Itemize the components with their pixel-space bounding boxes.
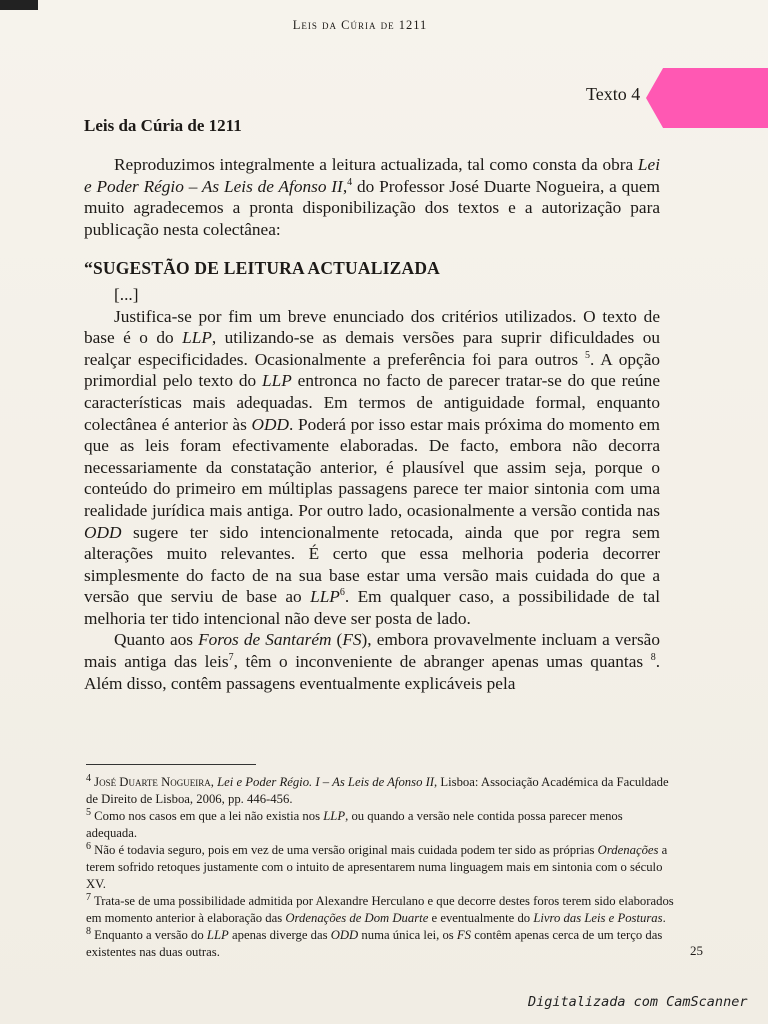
scanner-watermark: Digitalizada com CamScanner: [528, 994, 748, 1010]
footnotes: [86, 774, 676, 962]
paragraph-criteria: Justifica-se por fim um breve enunciado dos critérios utilizados. O texto de base é o do LLP, utilizando-se as demais versões para suprir dificuldades ou realçar especificidades. Ocasionalmente a preferência foi para outros $^5$. A opção primordial pelo texto do LLP entronca no facto de parecer tratar-se do que reúne características mais adequadas. Em termos de antiguidade formal, enquanto colectânea é anterior às ODD. Poderá por isso estar mais próxima do momento em que as leis foram efectivamente elaboradas. De facto, embora não decorra necessariamente da constatação anterior, é plausível que assim seja, porque o conteúdo do primeiro em múltiplas passagens parece ter maior sintonia com uma realidade jurídica mais antiga. Por outro lado, ocasionalmente a versão contida nas ODD sugere ter sido intencionalmente retocada, ainda que por regra sem alterações muito relevantes. É certo que essa melhoria poderia decorrer simplesmente do facto de na sua base estar uma versão mais cuidada do que a versão que serviu de base ao LLP$^6$. Em qualquer caso, a possibilidade de tal melhoria ter tido intencional não deve ser posta de lado.: [84, 306, 660, 628]
subheading: “SUGESTÃO DE LEITURA ACTUALIZADA: [84, 258, 440, 279]
footnote-6: $^6$ Não é todavia seguro, pois em vez de uma versão original mais cuidada podem ter sido as próprias Ordenações a terem sofrido retoques justamente com o intuito de apresentarem numa linguagem mais em sintonia com o século XV.: [86, 841, 668, 891]
running-head: Leis da Cúria de 1211: [292, 18, 428, 32]
intro-paragraph: Reproduzimos integralmente a leitura actualizada, tal como consta da obra Lei e Poder Régio – As Leis de Afonso II,$^4$ do Professor José Duarte Nogueira, a quem muito agradecemos a pronta disponibilização dos textos e a autorização para publicação nesta colectânea:: [84, 155, 660, 239]
paragraph-foros: Quanto aos Foros de Santarém (FS), embora provavelmente incluam a versão mais antiga das leis$^7$, têm o inconveniente de abranger apenas umas quantas $^8$. Além disso, contêm passagens eventualmente explicáveis pela: [84, 630, 661, 693]
pink-sticky-tab: [646, 68, 768, 128]
scan-edge-mark: [0, 0, 38, 10]
ellipsis: [...]: [114, 284, 139, 304]
body-text: [84, 154, 660, 694]
footnote-8: $^8$ Enquanto a versão do LLP apenas diverge das ODD numa única lei, os FS contêm apenas cerca de um terço das existentes nas duas outras.: [86, 926, 663, 959]
page-number: 25: [690, 943, 703, 958]
footnote-4: $^4$ José Duarte Nogueira, Lei e Poder Régio. I – As Leis de Afonso II, Lisboa: Associação Académica da Faculdade de Direito de Lisboa, 2006, pp. 446-456.: [86, 772, 669, 806]
footnote-rule: [86, 764, 256, 765]
section-label: Texto 4: [586, 84, 641, 104]
footnote-7: $^7$ Trata-se de uma possibilidade admitida por Alexandre Herculano e que decorre destes foros terem sido elaborados em momento anterior à elaboração das Ordenações de Dom Duarte e eventualmente do Livro das Leis e Posturas.: [86, 891, 674, 925]
footnote-5: $^5$ Como nos casos em que a lei não existia nos LLP, ou quando a versão nele contida possa parecer menos adequada.: [86, 806, 623, 840]
chapter-title: Leis da Cúria de 1211: [84, 116, 242, 135]
